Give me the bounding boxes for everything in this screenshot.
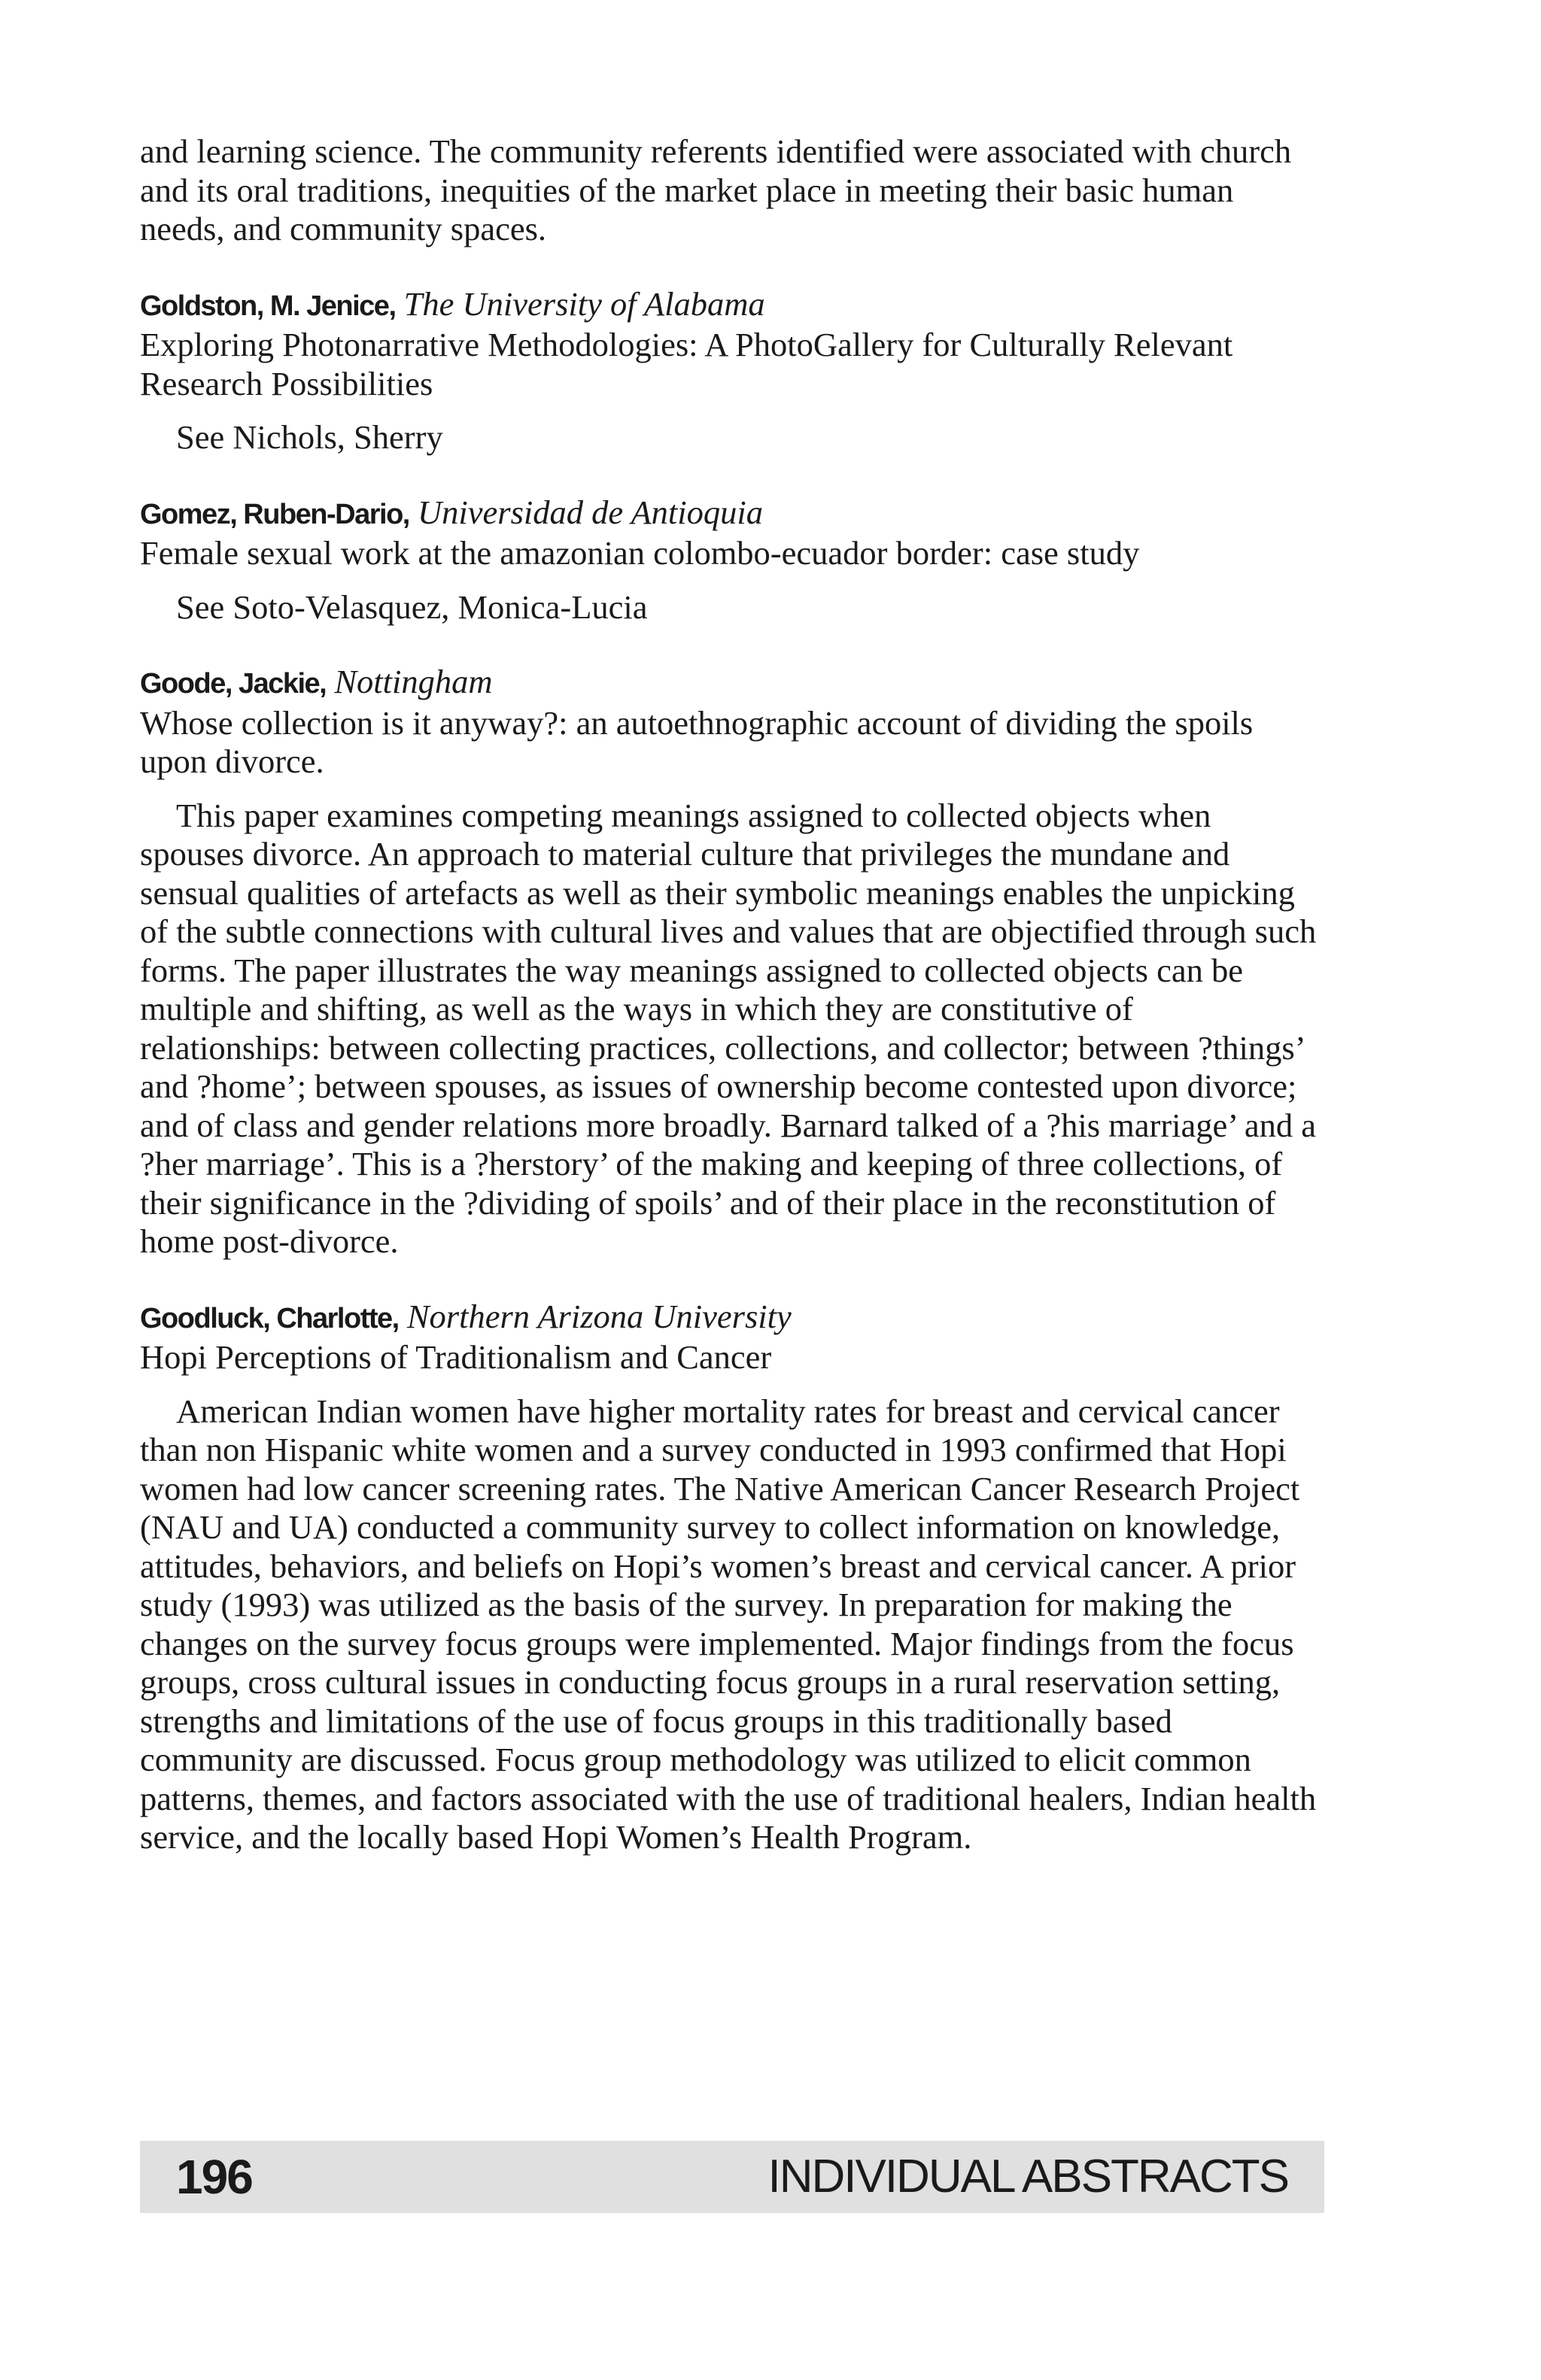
- entry-heading: [140, 663, 1321, 704]
- see-reference: See Nichols, Sherry: [176, 418, 443, 456]
- author-affiliation: Northern Arizona University: [406, 1297, 792, 1335]
- page-footer: [140, 2141, 1324, 2213]
- entry-heading: [140, 493, 1321, 535]
- abstract-entry-goldston: [140, 285, 1321, 457]
- page-number: 196: [176, 2150, 252, 2204]
- abstract-entry-goodluck: [140, 1298, 1321, 1857]
- entry-heading: [140, 285, 1321, 326]
- author-name: Goldston, M. Jenice,: [140, 290, 396, 322]
- abstract-entry-goode: [140, 663, 1321, 1261]
- abstract-title: Whose collection is it anyway?: an autoethnographic account of dividing the spoils upon divorce.: [140, 703, 1254, 780]
- author-affiliation: Universidad de Antioquia: [418, 493, 763, 531]
- entry-heading: [140, 1298, 1321, 1339]
- author-affiliation: The University of Alabama: [403, 284, 765, 323]
- author-affiliation: Nottingham: [334, 663, 493, 700]
- abstract-body: American Indian women have higher mortality rates for breast and cervical cancer than non Hispanic white women and a survey conducted in 1993 confirmed that Hopi women had low cancer screening rates. The Native American Cancer Research Project (NAU and UA) conducted a community survey to collect information on knowledge, attitudes, behaviors, and beliefs on Hopi’s women’s breast and cervical cancer. A prior study (1993) was utilized as the basis of the survey. In preparation for making the changes on the survey focus groups were implemented. Major findings from the focus groups, cross cultural issues in conducting focus groups in a rural reservation setting, strengths and limitations of the use of focus groups in this traditionally based community are discussed. Focus group methodology was utilized to elicit common patterns, themes, and factors associated with the use of traditional healers, Indian health service, and the locally based Hopi Women’s Health Program.: [140, 1392, 1317, 1856]
- section-title: INDIVIDUAL ABSTRACTS: [767, 2151, 1288, 2202]
- intro-paragraph: and learning science. The community referents identified were associated with church and its oral traditions, inequities of the market place in meeting their basic human needs, and community spaces.: [140, 132, 1292, 247]
- author-name: Goodluck, Charlotte,: [140, 1302, 399, 1334]
- abstract-title: Hopi Perceptions of Traditionalism and Cancer: [140, 1338, 772, 1376]
- author-name: Goode, Jackie,: [140, 668, 327, 700]
- abstract-title: Exploring Photonarrative Methodologies: A PhotoGallery for Culturally Relevant Research Possibilities: [140, 326, 1233, 402]
- author-name: Gomez, Ruben-Dario,: [140, 498, 409, 530]
- abstract-title: Female sexual work at the amazonian colombo-ecuador border: case study: [140, 534, 1140, 572]
- abstract-entry-gomez: [140, 493, 1321, 627]
- see-reference: See Soto-Velasquez, Monica-Lucia: [176, 587, 648, 626]
- page-content: [140, 132, 1321, 1857]
- abstract-body: This paper examines competing meanings assigned to collected objects when spouses divorce. An approach to material culture that privileges the mundane and sensual qualities of artefacts as well as their symbolic meanings enables the unpicking of the subtle connections with cultural lives and values that are objectified through such forms. The paper illustrates the way meanings assigned to collected objects can be multiple and shifting, as well as the ways in which they are constitutive of relationships: between collecting practices, collections, and collector; between ?things’ and ?home’; between spouses, as issues of ownership become contested upon divorce; and of class and gender relations more broadly. Barnard talked of a ?his marriage’ and a ?her marriage’. This is a ?herstory’ of the making and keeping of three collections, of their significance in the ?dividing of spoils’ and of their place in the reconstitution of home post-divorce.: [140, 796, 1317, 1260]
